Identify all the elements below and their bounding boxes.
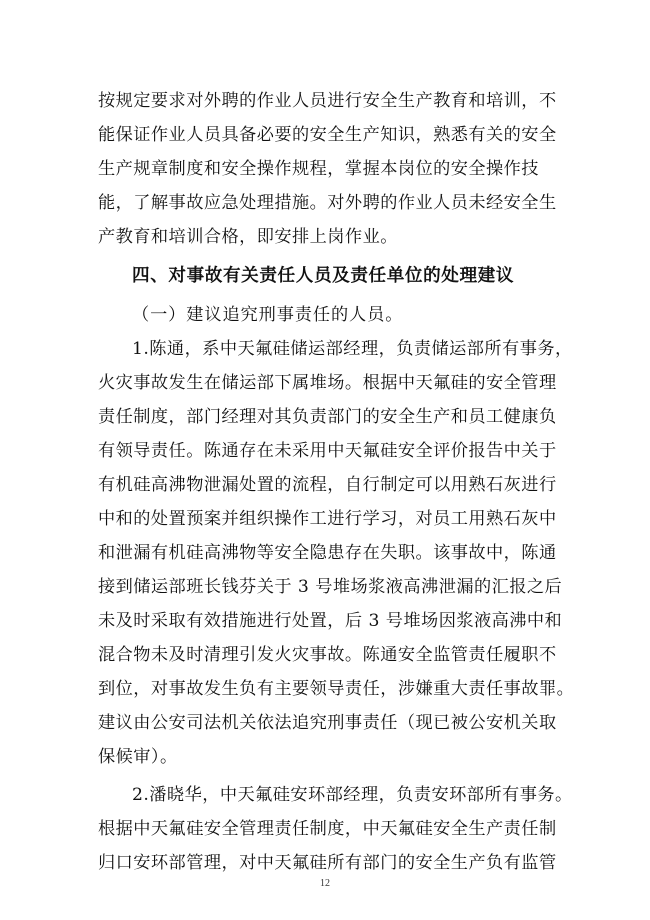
text-line: 根据中天氟硅安全管理责任制度，中天氟硅安全生产责任制 [98,819,557,839]
text-line: 有机硅高沸物泄漏处置的流程，自行制定可以用熟石灰进行 [98,475,557,495]
text-line: 按规定要求对外聘的作业人员进行安全生产教育和培训，不 [98,91,557,111]
text-line: 2.潘晓华，中天氟硅安环部经理，负责安环部所有事务。 [132,785,573,805]
text-line: 接到储运部班长钱芬关于 3 号堆场浆液高沸泄漏的汇报之后 [98,577,563,597]
text-line: 有领导责任。陈通存在未采用中天氟硅安全评价报告中关于 [98,441,557,461]
paragraph-chen-tong [98,332,575,774]
text-line: 生产规章制度和安全操作规程，掌握本岗位的安全操作技 [98,159,539,179]
subsection-heading: （一）建议追究刑事责任的人员。 [132,305,404,325]
text-line: 产教育和培训合格，即安排上岗作业。 [98,227,398,247]
text-line: 到位，对事故发生负有主要领导责任，涉嫌重大责任事故罪。 [98,679,575,699]
text-line: 中和的处置预案并组织操作工进行学习，对员工用熟石灰中 [98,509,557,529]
text-line: 和泄漏有机硅高沸物等安全隐患存在失职。该事故中，陈通 [98,543,557,563]
document-body [98,84,575,880]
text-line: 保候审）。 [98,747,178,767]
section-heading: 四、对事故有关责任人员及责任单位的处理建议 [132,266,515,286]
text-line: 火灾事故发生在储运部下属堆场。根据中天氟硅的安全管理 [98,373,557,393]
paragraph-pan-xiaohua [98,778,573,880]
text-line: 责任制度，部门经理对其负责部门的安全生产和员工健康负 [98,407,557,427]
text-line: 建议由公安司法机关依法追究刑事责任（现已被公安机关取 [98,713,557,733]
text-line: 能保证作业人员具备必要的安全生产知识，熟悉有关的安全 [98,125,557,145]
paragraph-continuation [98,84,558,254]
text-line: 1.陈通，系中天氟硅储运部经理，负责储运部所有事务， [132,339,573,359]
text-line: 归口安环部管理，对中天氟硅所有部门的安全生产负有监管 [98,853,557,873]
text-line: 混合物未及时清理引发火灾事故。陈通安全监管责任履职不 [98,645,557,665]
text-line: 未及时采取有效措施进行处置，后 3 号堆场因浆液高沸中和 [98,611,563,631]
text-line: 能，了解事故应急处理措施。对外聘的作业人员未经安全生 [98,193,557,213]
page-number: 12 [320,878,330,889]
